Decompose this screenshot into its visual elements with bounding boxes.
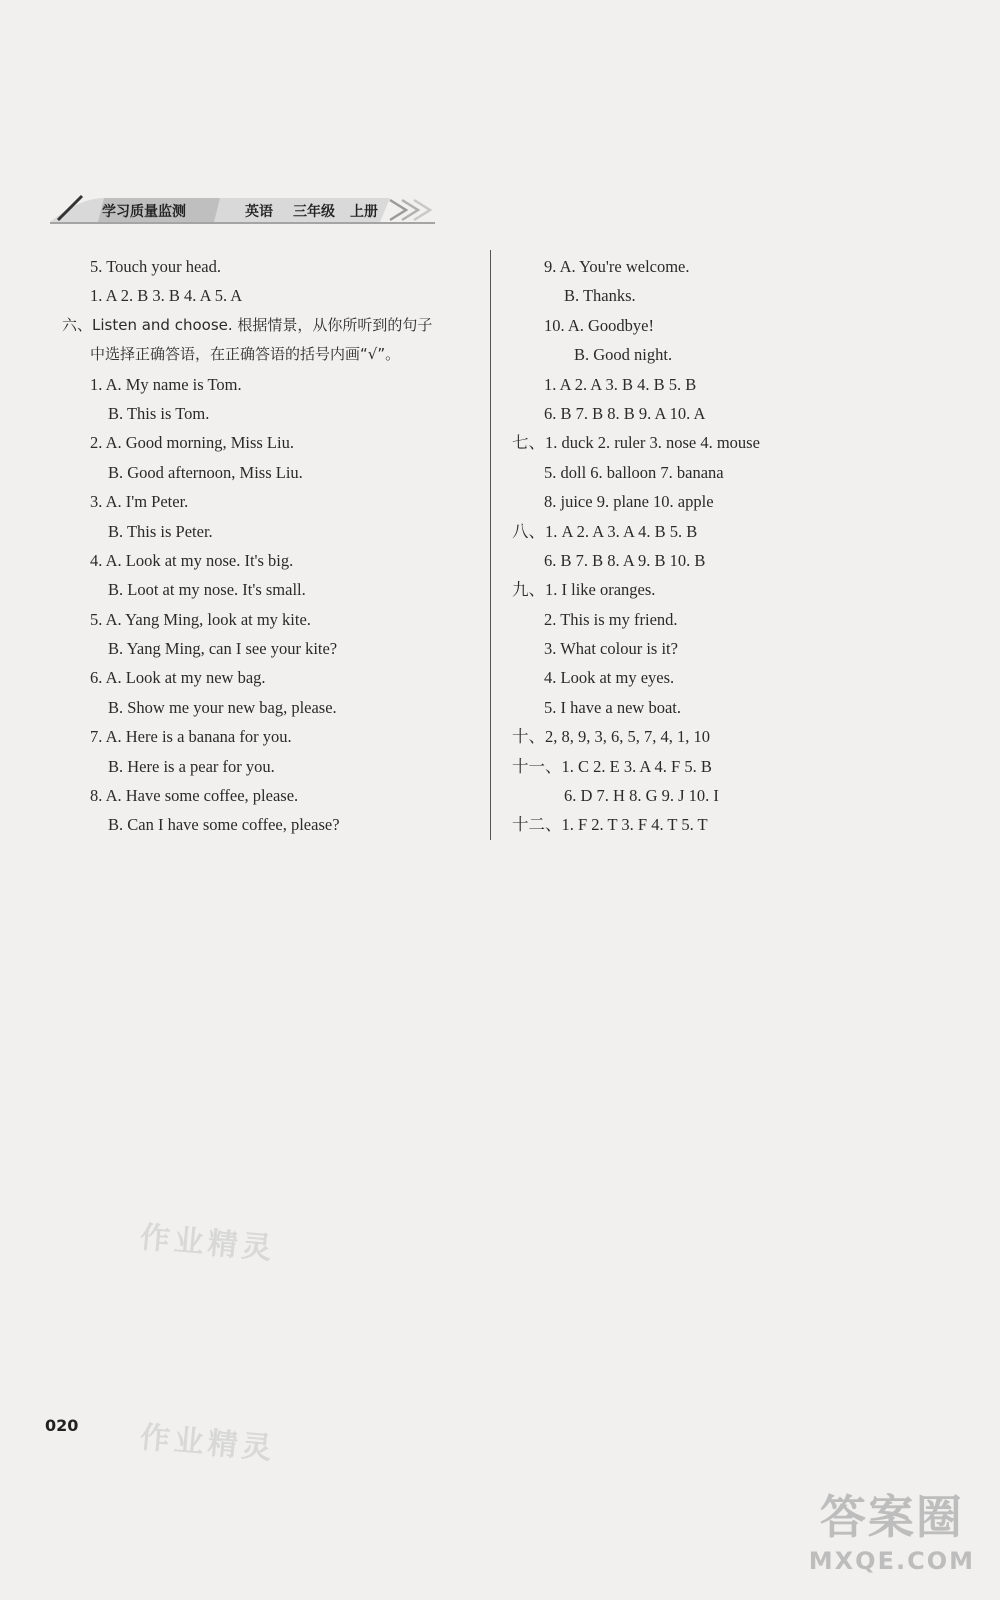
answer-line: B. Can I have some coffee, please? (108, 815, 340, 835)
column-divider (490, 250, 491, 840)
header-subject: 英语 (245, 204, 273, 220)
answer-line: B. Loot at my nose. It's small. (108, 580, 306, 600)
answer-line: 6. A. Look at my new bag. (90, 668, 266, 688)
answer-line: B. Here is a pear for you. (108, 756, 275, 776)
answer-line: 4. Look at my eyes. (544, 668, 675, 688)
answer-line: B. Show me your new bag, please. (108, 697, 337, 717)
answer-line: 5. I have a new boat. (544, 697, 681, 717)
answer-line: 5. A. Yang Ming, look at my kite. (90, 609, 311, 629)
answer-line: B. Yang Ming, can I see your kite? (108, 639, 338, 659)
left-column (62, 252, 482, 840)
right-column (512, 252, 812, 840)
watermark: 作业精灵 (138, 1420, 277, 1467)
answer-line: 1. A 2. B 3. B 4. A 5. A (90, 286, 243, 306)
corner-watermark-text: 答案圈 (819, 1490, 964, 1544)
answer-line: 10. A. Goodbye! (544, 315, 654, 335)
answer-line: 八、1. A 2. A 3. A 4. B 5. B (512, 521, 698, 541)
answer-line: 3. What colour is it? (544, 639, 678, 659)
answer-line: 九、1. I like oranges. (512, 580, 656, 600)
answer-line: B. Thanks. (564, 286, 636, 306)
answer-line: 8. A. Have some coffee, please. (90, 786, 299, 806)
watermark: 作业精灵 (138, 1220, 277, 1267)
answer-line: 1. A 2. A 3. B 4. B 5. B (544, 374, 697, 394)
answer-line: 十二、1. F 2. T 3. F 4. T 5. T (512, 815, 708, 835)
answer-line: 十、2, 8, 9, 3, 6, 5, 7, 4, 1, 10 (512, 727, 710, 747)
answer-line: 5. doll 6. balloon 7. banana (544, 462, 724, 482)
header-term: 上册 (350, 204, 378, 220)
answer-line: 6. B 7. B 8. B 9. A 10. A (544, 403, 706, 423)
header-banner-graphic (40, 192, 440, 228)
answer-line: 七、1. duck 2. ruler 3. nose 4. mouse (512, 433, 760, 453)
answer-line: 十一、1. C 2. E 3. A 4. F 5. B (512, 756, 712, 776)
answer-line: 9. A. You're welcome. (544, 257, 690, 276)
answer-line: 7. A. Here is a banana for you. (90, 727, 292, 747)
answer-line: 2. A. Good morning, Miss Liu. (90, 433, 294, 453)
corner-watermark-url: MXQE.COM (808, 1547, 975, 1575)
answer-line: 1. A. My name is Tom. (90, 374, 242, 394)
answer-line: 六、Listen and choose. 根据情景，从你所听到的句子 (62, 315, 433, 334)
answer-line: 4. A. Look at my nose. It's big. (90, 550, 294, 570)
answer-line: 6. D 7. H 8. G 9. J 10. I (564, 786, 719, 806)
answer-line: 2. This is my friend. (544, 609, 678, 629)
corner-watermark (809, 1481, 975, 1575)
page-header-banner (40, 192, 440, 228)
page-number: 020 (45, 1416, 79, 1435)
answer-line: 3. A. I'm Peter. (90, 492, 189, 512)
answer-line: B. This is Peter. (108, 521, 213, 541)
answer-line: B. Good afternoon, Miss Liu. (108, 462, 303, 482)
answer-line: 6. B 7. B 8. A 9. B 10. B (544, 550, 706, 570)
header-series: 学习质量监测 (102, 204, 186, 220)
answer-line: B. This is Tom. (108, 403, 210, 423)
header-grade: 三年级 (293, 204, 335, 220)
answer-line: 8. juice 9. plane 10. apple (544, 492, 714, 512)
answer-line: 中选择正确答语，在正确答语的括号内画“√”。 (90, 345, 401, 364)
answer-line: B. Good night. (574, 345, 673, 365)
answer-line: 5. Touch your head. (90, 257, 221, 276)
